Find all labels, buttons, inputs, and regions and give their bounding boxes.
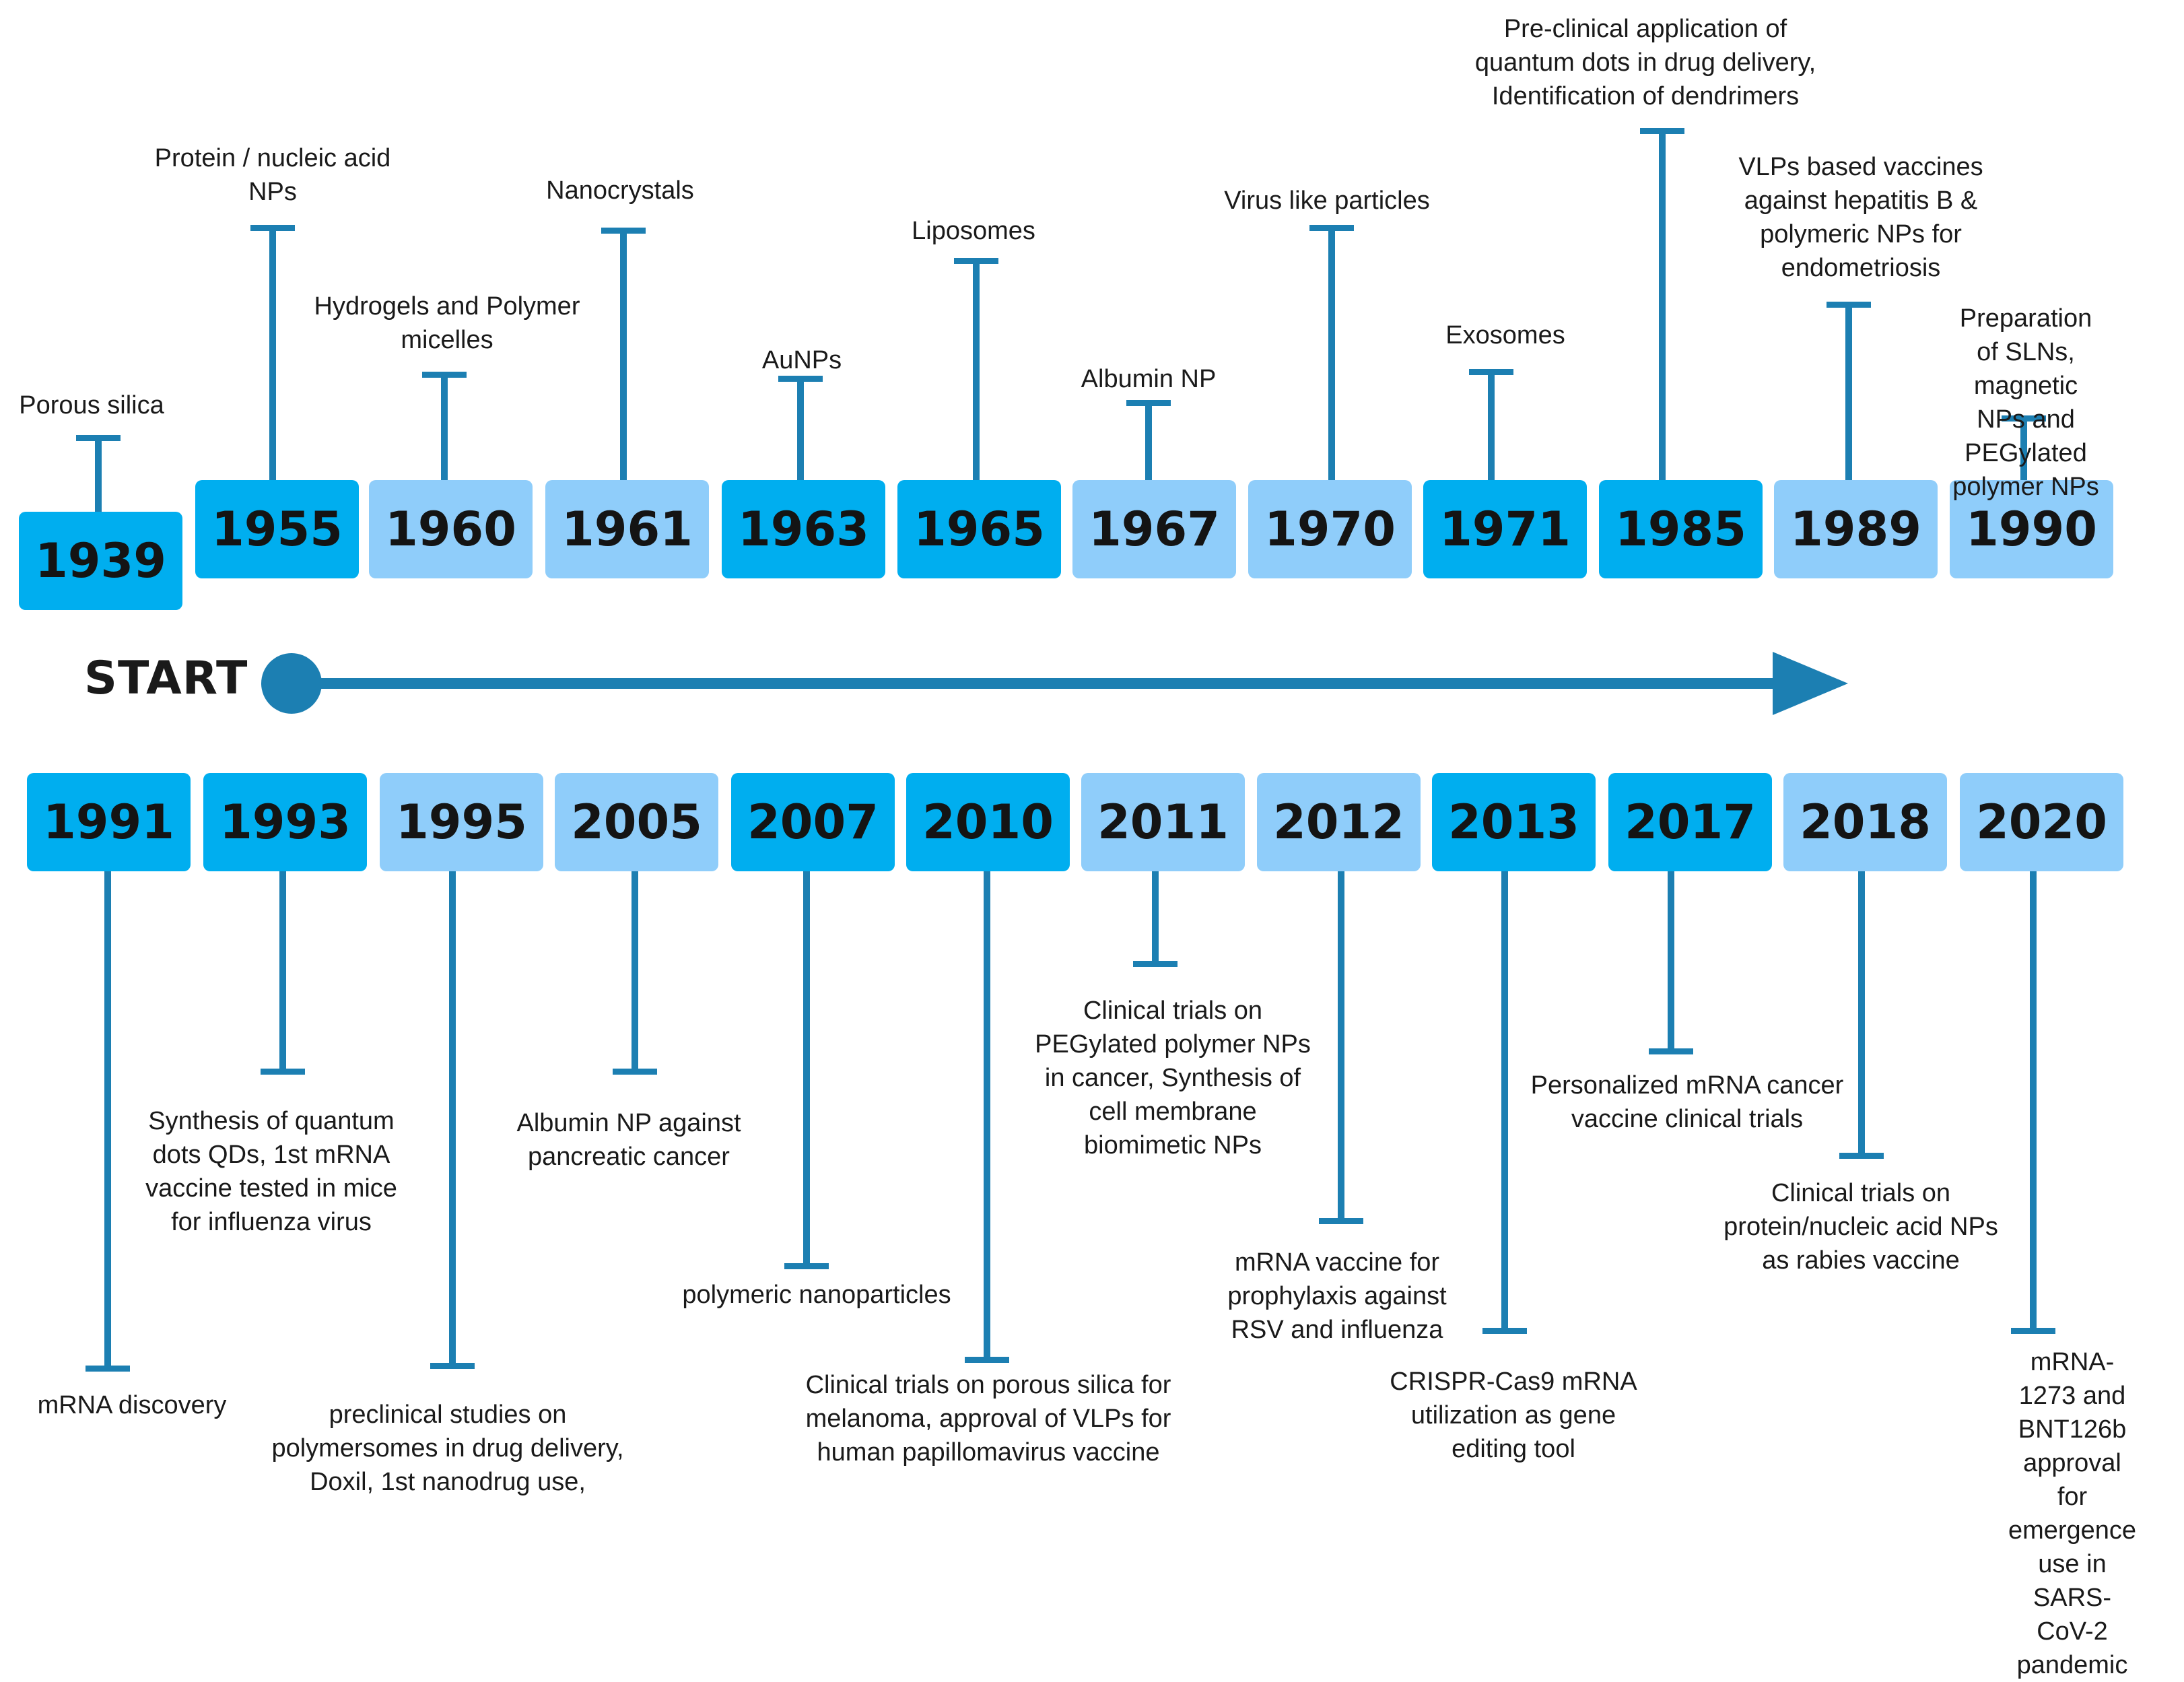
bottom-stem-2017 xyxy=(1668,871,1674,1051)
top-stem-1960 xyxy=(441,374,448,480)
bottom-stem-2007 xyxy=(803,871,810,1266)
year-box-2012: 2012 xyxy=(1257,773,1421,871)
year-box-1971: 1971 xyxy=(1423,480,1587,578)
bottom-cap-2011 xyxy=(1133,961,1178,967)
bottom-stem-2013 xyxy=(1501,871,1508,1331)
top-stem-1970 xyxy=(1328,228,1335,480)
event-label-1955: Protein / nucleic acid NPs xyxy=(154,144,391,206)
bottom-cap-2010 xyxy=(965,1357,1009,1363)
bottom-cap-2007 xyxy=(784,1263,829,1269)
event-label-1985: Pre-clinical application of quantum dots in drug delivery, Identification of dendrimers xyxy=(1474,15,1816,110)
year-box-1960: 1960 xyxy=(369,480,533,578)
event-label-1970: Virus like particles xyxy=(1224,187,1430,215)
bottom-stem-2020 xyxy=(2030,871,2037,1331)
year-box-1939: 1939 xyxy=(19,512,182,610)
year-box-1963: 1963 xyxy=(722,480,885,578)
year-box-2005: 2005 xyxy=(555,773,718,871)
year-box-1967: 1967 xyxy=(1072,480,1236,578)
year-box-1955: 1955 xyxy=(195,480,359,578)
top-stem-1955 xyxy=(269,228,276,480)
top-cap-1961 xyxy=(601,228,646,234)
top-stem-1965 xyxy=(973,261,980,480)
bottom-stem-2012 xyxy=(1338,871,1344,1221)
year-box-1995: 1995 xyxy=(380,773,543,871)
year-box-2013: 2013 xyxy=(1432,773,1596,871)
event-label-2007: polymeric nanoparticles xyxy=(682,1281,951,1309)
year-box-2018: 2018 xyxy=(1783,773,1947,871)
bottom-cap-1995 xyxy=(430,1363,475,1369)
event-label-1989: VLPs based vaccines against hepatitis B & polymeric NPs for endometriosis xyxy=(1738,153,1983,282)
bottom-stem-2018 xyxy=(1858,871,1865,1155)
top-stem-1963 xyxy=(797,378,804,480)
bottom-cap-2018 xyxy=(1839,1153,1884,1159)
event-label-1971: Exosomes xyxy=(1445,321,1565,349)
bottom-cap-2020 xyxy=(2011,1328,2055,1334)
event-label-2012: mRNA vaccine for prophylaxis against RSV and influenza xyxy=(1227,1248,1447,1344)
bottom-cap-2012 xyxy=(1319,1218,1363,1224)
year-box-1991: 1991 xyxy=(27,773,191,871)
top-cap-1967 xyxy=(1126,400,1171,406)
top-cap-1955 xyxy=(250,225,295,231)
event-label-2018: Clinical trials on protein/nucleic acid NPs as rabies vaccine xyxy=(1724,1179,1998,1275)
event-label-2020: mRNA-1273 and BNT126b approval for emergence use in SARS-CoV-2 pandemic xyxy=(2008,1348,2137,1679)
top-cap-1960 xyxy=(422,372,467,378)
timeline-arrow-shaft xyxy=(292,678,1786,689)
year-box-1965: 1965 xyxy=(897,480,1061,578)
year-box-1970: 1970 xyxy=(1248,480,1412,578)
bottom-stem-1995 xyxy=(449,871,456,1366)
timeline-arrowhead-icon xyxy=(1773,652,1848,715)
bottom-stem-2005 xyxy=(632,871,638,1071)
event-label-1993: Synthesis of quantum dots QDs, 1st mRNA vaccine tested in mice for influenza virus xyxy=(145,1107,397,1236)
event-label-1995: preclinical studies on polymersomes in drug delivery, Doxil, 1st nanodrug use, xyxy=(271,1401,624,1496)
top-cap-1971 xyxy=(1469,369,1513,375)
top-stem-1985 xyxy=(1659,131,1666,480)
top-stem-1971 xyxy=(1488,372,1495,480)
bottom-cap-2005 xyxy=(613,1069,657,1075)
bottom-stem-1991 xyxy=(104,871,111,1368)
year-box-1990: 1990 xyxy=(1950,480,2113,578)
start-label: START xyxy=(84,652,248,705)
year-box-2011: 2011 xyxy=(1081,773,1245,871)
event-label-1961: Nanocrystals xyxy=(546,176,694,205)
event-label-2005: Albumin NP against pancreatic cancer xyxy=(516,1109,741,1171)
top-stem-1967 xyxy=(1145,403,1152,480)
bottom-cap-1991 xyxy=(86,1366,130,1372)
top-cap-1939 xyxy=(76,435,121,441)
bottom-stem-2011 xyxy=(1152,871,1159,964)
year-box-1961: 1961 xyxy=(545,480,709,578)
event-label-1939: Porous silica xyxy=(19,391,164,419)
year-box-1985: 1985 xyxy=(1599,480,1763,578)
top-cap-1965 xyxy=(954,258,998,264)
bottom-cap-2017 xyxy=(1649,1048,1693,1054)
event-label-1967: Albumin NP xyxy=(1081,365,1217,393)
year-box-2010: 2010 xyxy=(906,773,1070,871)
event-label-1965: Liposomes xyxy=(912,217,1035,245)
top-stem-1989 xyxy=(1845,304,1852,480)
bottom-cap-1993 xyxy=(261,1069,305,1075)
year-box-1989: 1989 xyxy=(1774,480,1938,578)
year-box-2007: 2007 xyxy=(731,773,895,871)
year-box-2017: 2017 xyxy=(1608,773,1772,871)
event-label-1963: AuNPs xyxy=(761,346,842,374)
top-stem-1961 xyxy=(620,230,627,480)
top-stem-1939 xyxy=(95,438,102,512)
top-cap-1985 xyxy=(1640,128,1684,134)
event-label-2013: CRISPR-Cas9 mRNA utilization as gene editing tool xyxy=(1390,1368,1637,1463)
event-label-2017: Personalized mRNA cancer vaccine clinical trials xyxy=(1530,1071,1844,1133)
bottom-stem-1993 xyxy=(279,871,286,1071)
top-cap-1970 xyxy=(1309,225,1354,231)
bottom-stem-2010 xyxy=(984,871,990,1359)
year-box-1993: 1993 xyxy=(203,773,367,871)
top-cap-1989 xyxy=(1827,302,1871,308)
event-label-1960: Hydrogels and Polymer micelles xyxy=(314,292,580,354)
event-label-1991: mRNA discovery xyxy=(37,1391,227,1419)
bottom-cap-2013 xyxy=(1482,1328,1527,1334)
year-box-2020: 2020 xyxy=(1960,773,2123,871)
event-label-2010: Clinical trials on porous silica for melanoma, approval of VLPs for human papillomavirus vaccine xyxy=(805,1371,1171,1467)
event-label-2011: Clinical trials on PEGylated polymer NPs in cancer, Synthesis of cell membrane biomimetic NPs xyxy=(1035,997,1311,1159)
event-label-1990: Preparation of SLNs, magnetic NPs and PEGylated polymer NPs xyxy=(1952,304,2099,501)
